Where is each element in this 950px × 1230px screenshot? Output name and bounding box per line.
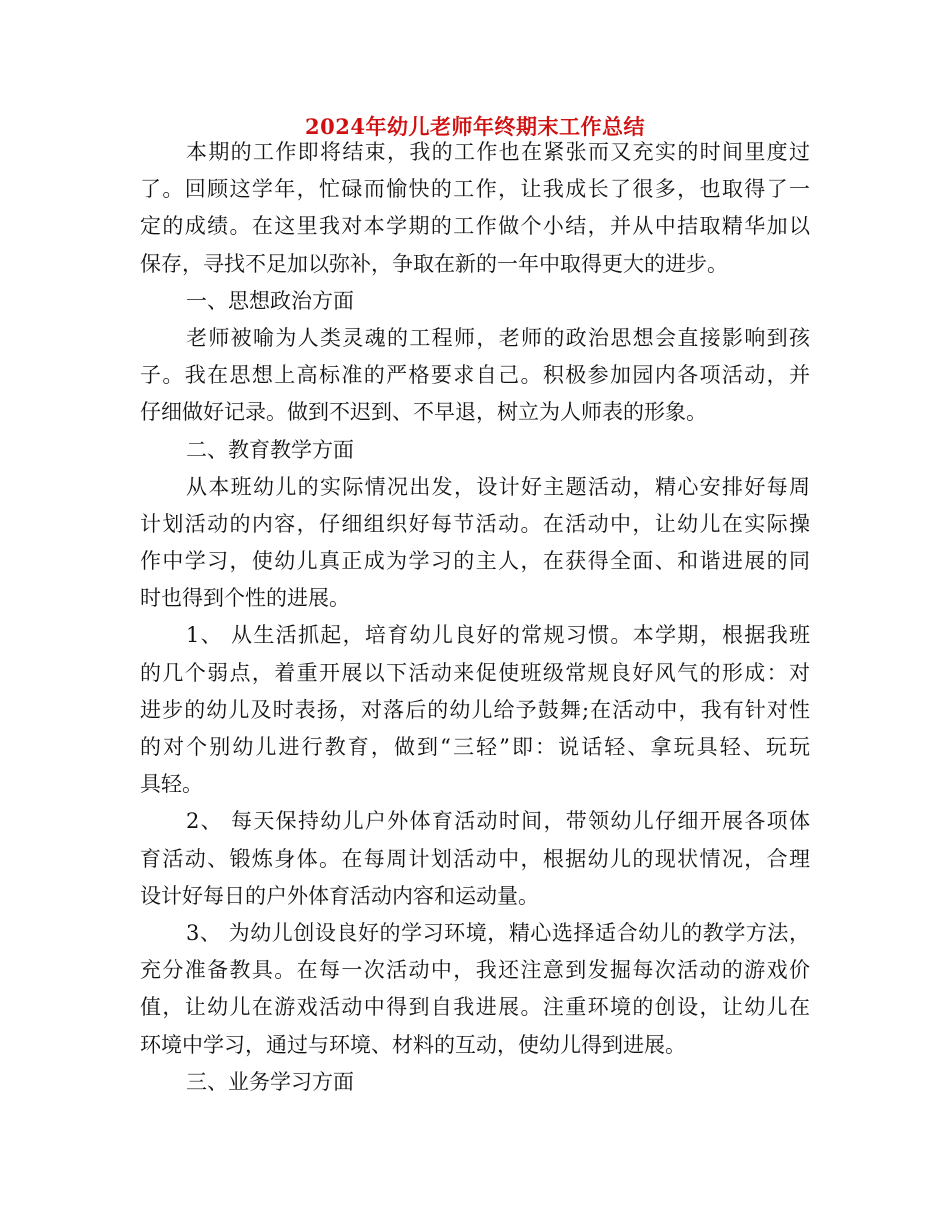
paragraph-line: 从本班幼儿的实际情况出发，设计好主题活动，精心安排好每周	[186, 474, 810, 499]
document-body	[140, 134, 810, 1101]
list-item-line: 环境中学习，通过与环境、材料的互动，使幼儿得到进展。	[140, 1032, 686, 1057]
paragraph-line: 作中学习，使幼儿真正成为学习的主人，在获得全面、和谐进展的同	[140, 549, 810, 574]
paragraph-line: 计划活动的内容，仔细组织好每节活动。在活动中，让幼儿在实际操	[140, 511, 810, 536]
list-item-line: 具轻。	[140, 772, 203, 797]
document-title: 2024年幼儿老师年终期末工作总结	[305, 114, 645, 139]
section-heading: 二、教育教学方面	[186, 437, 354, 462]
list-item-line: 值，让幼儿在游戏活动中得到自我进展。注重环境的创设，让幼儿在	[140, 995, 810, 1020]
paragraph-line: 了。回顾这学年，忙碌而愉快的工作，让我成长了很多，也取得了一	[140, 177, 810, 202]
paragraph-line: 本期的工作即将结束，我的工作也在紧张而又充实的时间里度过	[186, 140, 810, 164]
list-item-line: 1、 从生活抓起，培育幼儿良好的常规习惯。本学期，根据我班	[186, 623, 810, 648]
list-item-line: 进步的幼儿及时表扬，对落后的幼儿给予鼓舞;在活动中，我有针对性	[140, 697, 810, 722]
paragraph-line: 保存，寻找不足加以弥补，争取在新的一年中取得更大的进步。	[140, 251, 728, 276]
list-item-line: 育活动、锻炼身体。在每周计划活动中，根据幼儿的现状情况，合理	[140, 846, 810, 871]
list-item-line: 的几个弱点，着重开展以下活动来促使班级常规良好风气的形成：对	[140, 660, 810, 685]
paragraph-line: 时也得到个性的进展。	[140, 586, 350, 611]
section-heading: 一、思想政治方面	[186, 288, 354, 313]
section-heading: 三、业务学习方面	[186, 1069, 354, 1094]
list-item-line: 2、 每天保持幼儿户外体育活动时间，带领幼儿仔细开展各项体	[186, 809, 810, 834]
list-item-line: 3、 为幼儿创设良好的学习环境，精心选择适合幼儿的教学方法，	[186, 920, 810, 945]
paragraph-line: 老师被喻为人类灵魂的工程师，老师的政治思想会直接影响到孩	[186, 325, 810, 350]
paragraph-line: 子。我在思想上高标准的严格要求自己。积极参加园内各项活动，并	[140, 363, 810, 388]
paragraph-line: 仔细做好记录。做到不迟到、不早退，树立为人师表的形象。	[140, 400, 707, 425]
paragraph-line: 定的成绩。在这里我对本学期的工作做个小结，并从中拮取精华加以	[140, 214, 810, 239]
list-item-line: 设计好每日的户外体育活动内容和运动量。	[140, 883, 539, 908]
list-item-line: 的对个别幼儿进行教育，做到“三轻”即：说话轻、拿玩具轻、玩玩	[140, 735, 810, 759]
list-item-line: 充分准备教具。在每一次活动中，我还注意到发掘每次活动的游戏价	[140, 958, 810, 983]
